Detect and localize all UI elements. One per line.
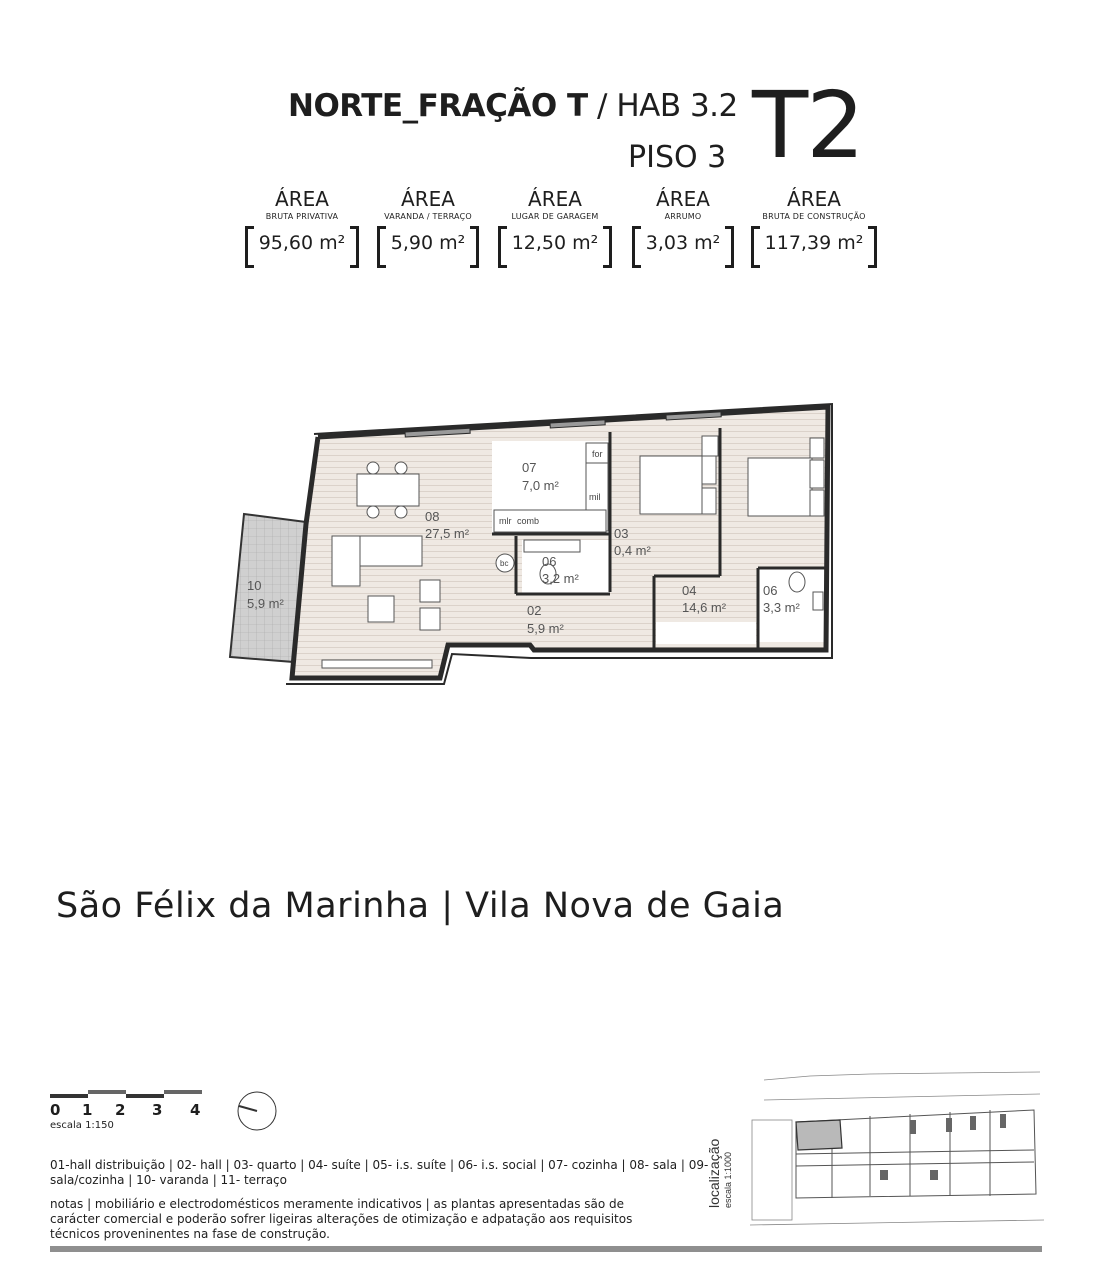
unit-title-rest: / HAB 3.2 <box>587 88 738 124</box>
area-bruta-privativa <box>237 188 367 262</box>
notes: notas | mobiliário e electrodomésticos meramente indicativos | as plantas apresentadas são de carácter comercial e poderão sofrer ligeiras alterações de otimização e adpatação aos requisitos técnicos proveninentes na fase de construção. <box>50 1197 633 1241</box>
area-title: ÁREA <box>787 187 841 211</box>
typology-label: T2 <box>752 72 863 179</box>
room-08-num: 08 <box>425 509 440 524</box>
location-name: São Félix da Marinha | Vila Nova de Gaia <box>56 886 785 926</box>
room-10-area: 5,9 m² <box>247 596 284 611</box>
area-garagem <box>490 188 620 262</box>
area-title: ÁREA <box>528 187 582 211</box>
area-value: 117,39 m² <box>755 224 874 262</box>
area-value: 5,90 m² <box>381 224 475 262</box>
area-subtitle: BRUTA PRIVATIVA <box>265 212 339 221</box>
area-subtitle: VARANDA / TERRAÇO <box>384 212 472 221</box>
location-map-label <box>700 1108 748 1208</box>
area-subtitle: BRUTA DE CONSTRUÇÃO <box>762 212 866 221</box>
north-arrow-icon <box>236 1090 278 1132</box>
room-03-area: 0,4 m² <box>614 543 651 558</box>
scale-number: 3 <box>152 1101 163 1119</box>
location-highlight <box>796 1120 842 1150</box>
floor-label: PISO 3 <box>628 140 727 175</box>
area-arrumo <box>618 188 748 262</box>
location-map-title: localização <box>706 1138 722 1208</box>
room-04-area: 14,6 m² <box>682 600 727 615</box>
room-03-num: 03 <box>614 526 629 541</box>
area-varanda <box>363 188 493 262</box>
scale-label: escala 1:150 <box>50 1120 114 1131</box>
location-map-scale: escala 1:1000 <box>723 1151 733 1208</box>
room-06a-area: 3,2 m² <box>542 571 579 586</box>
scale-number: 2 <box>115 1101 126 1119</box>
area-title: ÁREA <box>401 187 455 211</box>
room-06b-num: 06 <box>763 583 778 598</box>
bottom-bar <box>50 1246 1042 1252</box>
room-02-area: 5,9 m² <box>527 621 564 636</box>
location-map <box>750 1070 1044 1230</box>
area-value: 3,03 m² <box>636 224 730 262</box>
unit-title <box>288 88 738 124</box>
area-subtitle: ARRUMO <box>664 212 702 221</box>
room-02-num: 02 <box>527 603 542 618</box>
area-title: ÁREA <box>275 187 329 211</box>
room-06a-num: 06 <box>542 554 557 569</box>
area-bruta-construcao <box>744 188 884 262</box>
room-04-num: 04 <box>682 583 697 598</box>
area-value: 95,60 m² <box>249 224 356 262</box>
floor-plan <box>220 395 845 690</box>
room-07-num: 07 <box>522 460 537 475</box>
scale-number: 1 <box>82 1101 93 1119</box>
unit-title-bold: NORTE_FRAÇÃO T <box>288 88 588 124</box>
room-08-area: 27,5 m² <box>425 526 470 541</box>
room-07-area: 7,0 m² <box>522 478 559 493</box>
room-10-num: 10 <box>247 578 262 593</box>
appliance-mlr: mlr <box>499 516 512 526</box>
appliance-for: for <box>592 449 603 459</box>
area-subtitle: LUGAR DE GARAGEM <box>511 212 599 221</box>
appliance-bc: bc <box>500 559 509 568</box>
scale-bar <box>50 1088 202 1100</box>
appliance-comb: comb <box>517 516 540 526</box>
scale-number: 0 <box>50 1101 61 1119</box>
area-title: ÁREA <box>656 187 710 211</box>
scale-number: 4 <box>190 1101 201 1119</box>
appliance-mil: mil <box>589 492 601 502</box>
room-legend: 01-hall distribuição | 02- hall | 03- quarto | 04- suíte | 05- i.s. suíte | 06- i.s. social | 07- cozinha | 08- sala | 09- sala/cozinha | 10- varanda | 11- terraço <box>50 1158 709 1187</box>
room-06b-area: 3,3 m² <box>763 600 800 615</box>
area-value: 12,50 m² <box>502 224 609 262</box>
